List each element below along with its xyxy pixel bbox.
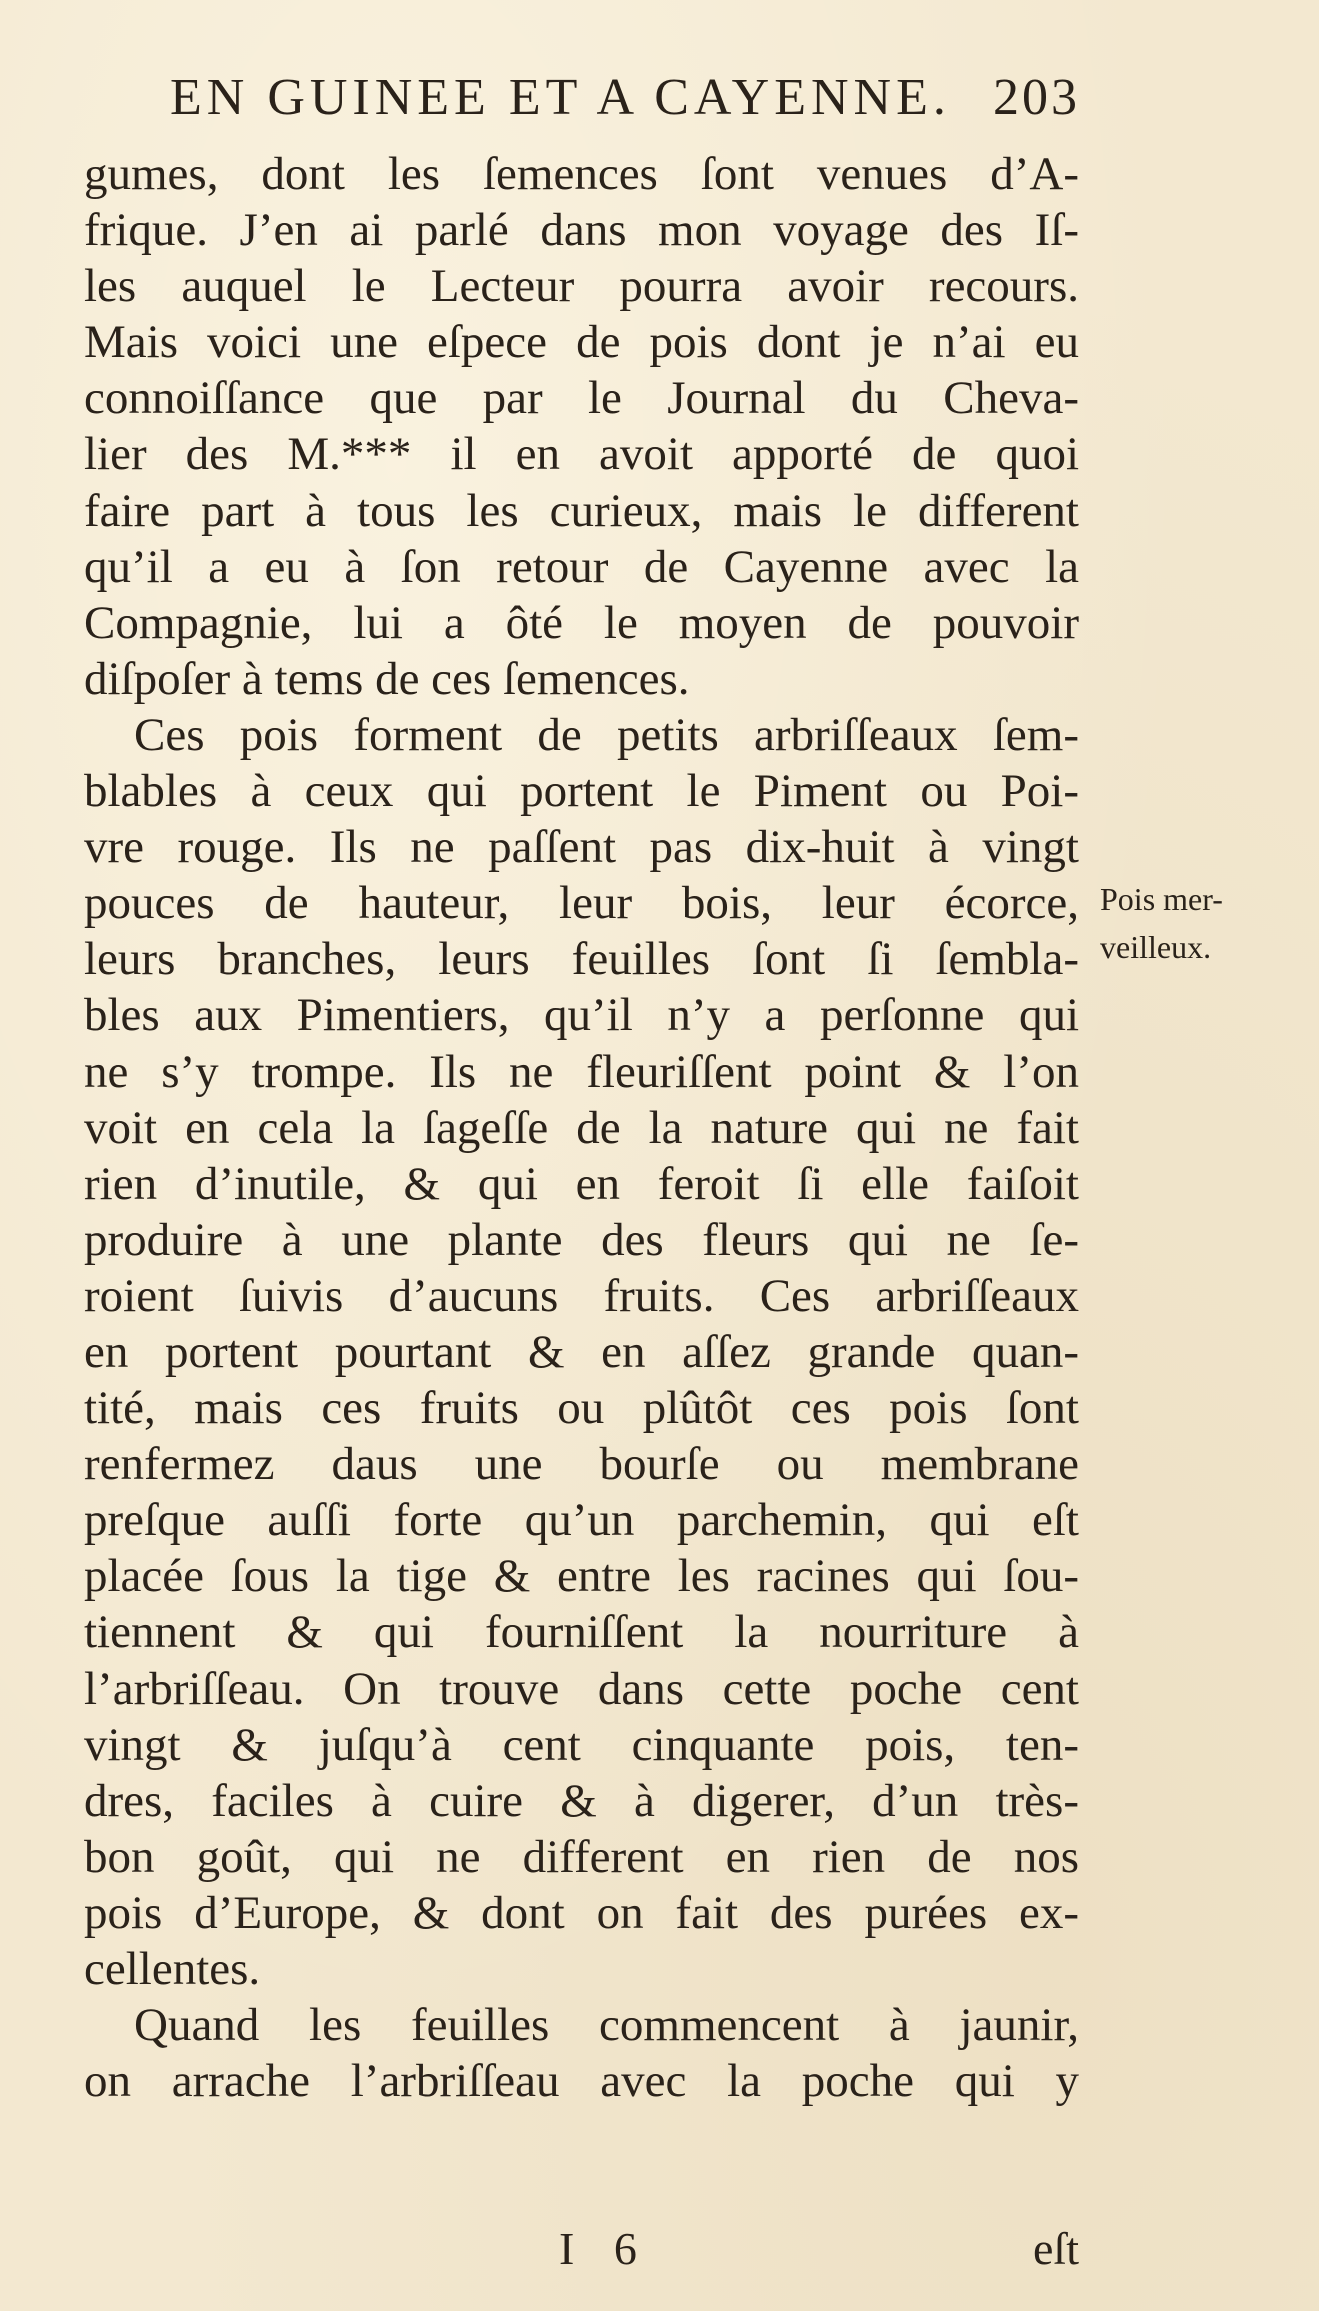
text-line: dres, faciles à cuire & à digerer, d’un très- [84, 1774, 1079, 1827]
margin-note-line: Pois mer- [1100, 881, 1223, 917]
text-line: Quand les feuilles commencent à jaunir, [134, 1999, 1079, 2052]
text-line: renfermez daus une bourſe ou membrane [84, 1438, 1079, 1491]
running-head-title: EN GUINEE ET A CAYENNE. [170, 69, 951, 126]
text-line: qu’il a eu à ſon retour de Cayenne avec la [84, 540, 1079, 593]
text-line: Ces pois forment de petits arbriſſeaux ſem- [134, 708, 1079, 761]
text-line: roient ſuivis d’aucuns fruits. Ces arbriſſeaux [84, 1269, 1079, 1322]
text-line: bon goût, qui ne different en rien de nos [84, 1830, 1079, 1883]
text-line: les auquel le Lecteur pourra avoir recours. [84, 260, 1079, 313]
text-line: connoiſſance que par le Journal du Cheva- [84, 372, 1079, 425]
text-line: on arrache l’arbriſſeau avec la poche qui y [84, 2055, 1079, 2108]
text-line: bles aux Pimentiers, qu’il n’y a perſonne qui [84, 989, 1079, 1042]
text-line: tiennent & qui fourniſſent la nourriture à [84, 1606, 1079, 1659]
text-line: lier des M.*** il en avoit apporté de quoi [84, 428, 1079, 481]
body-text [84, 146, 1079, 2109]
text-line: en portent pourtant & en aſſez grande quan- [84, 1325, 1079, 1378]
page-footer [84, 2222, 1079, 2282]
running-head [170, 68, 1080, 138]
text-line: frique. J’en ai parlé dans mon voyage des Iſ- [84, 204, 1079, 257]
text-line: rien d’inutile, & qui en feroit ſi elle faiſoit [84, 1157, 1079, 1210]
text-line: l’arbriſſeau. On trouve dans cette poche cent [84, 1662, 1079, 1715]
text-line: gumes, dont les ſemences ſont venues d’A- [84, 148, 1079, 200]
text-line: leurs branches, leurs feuilles ſont ſi ſembla- [84, 933, 1079, 986]
text-line: faire part à tous les curieux, mais le different [84, 484, 1079, 537]
text-line: placée ſous la tige & entre les racines qui ſou- [84, 1550, 1079, 1603]
text-line: tité, mais ces fruits ou plûtôt ces pois ſont [84, 1382, 1079, 1435]
catchword: eſt [1033, 2223, 1079, 2274]
page-number: 203 [993, 69, 1080, 126]
signature-mark: I 6 [559, 2223, 651, 2274]
text-line: vre rouge. Ils ne paſſent pas dix-huit à vingt [84, 821, 1079, 874]
margin-note [1100, 875, 1315, 971]
text-line: blables à ceux qui portent le Piment ou Poi- [84, 765, 1079, 818]
text-line: preſque auſſi forte qu’un parchemin, qui eſt [84, 1494, 1079, 1547]
text-line: Compagnie, lui a ôté le moyen de pouvoir [84, 596, 1079, 649]
text-line: pouces de hauteur, leur bois, leur écorce, [84, 877, 1079, 930]
text-line: vingt & juſqu’à cent cinquante pois, ten- [84, 1718, 1079, 1771]
text-line: cellentes. [84, 1943, 261, 1995]
text-line: pois d’Europe, & dont on fait des purées ex- [84, 1886, 1079, 1939]
text-line: diſpoſer à tems de ces ſemences. [84, 652, 690, 705]
text-line: voit en cela la ſageſſe de la nature qui ne fait [84, 1101, 1079, 1154]
text-line: produire à une plante des fleurs qui ne ſe- [84, 1213, 1079, 1266]
text-line: Mais voici une eſpece de pois dont je n’ai eu [84, 316, 1079, 369]
margin-note-line: veilleux. [1100, 929, 1212, 965]
text-line: ne s’y trompe. Ils ne fleuriſſent point & l’on [84, 1045, 1079, 1098]
